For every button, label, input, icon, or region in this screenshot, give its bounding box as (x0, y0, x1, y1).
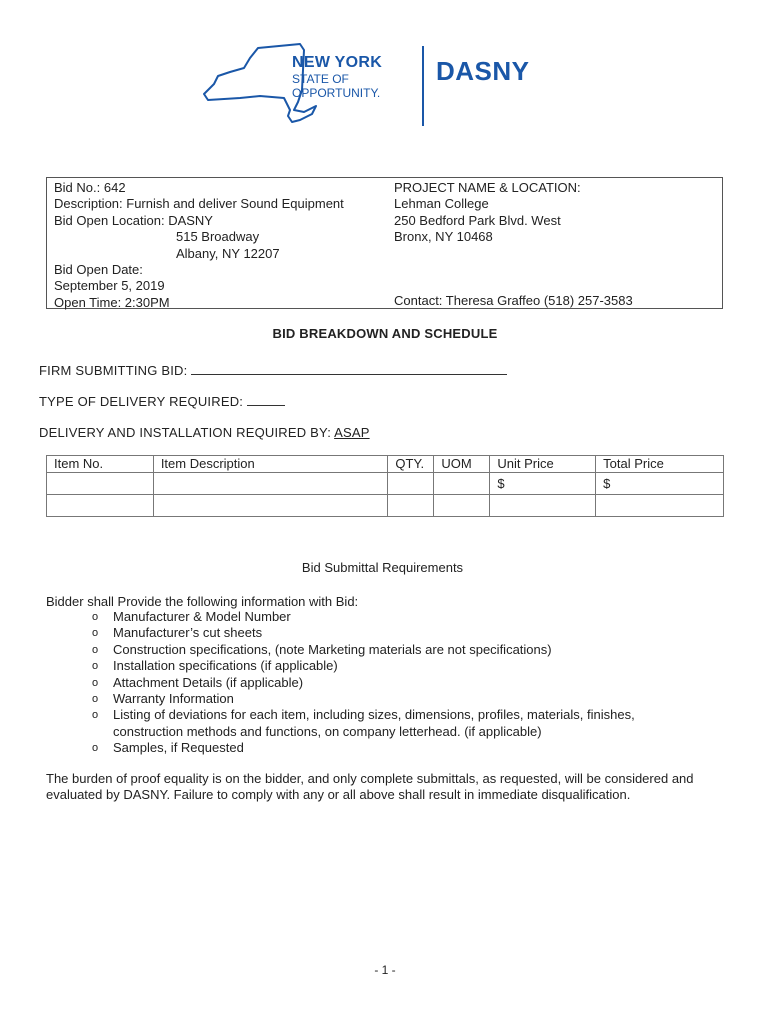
bid-address-line2: Albany, NY 12207 (176, 245, 280, 261)
table-cell[interactable] (490, 495, 596, 517)
table-cell[interactable] (434, 473, 490, 495)
col-total-price: Total Price (596, 456, 724, 473)
bid-address-line1: 515 Broadway (176, 229, 260, 245)
table-cell[interactable] (596, 495, 724, 517)
delivery-by-field (39, 425, 370, 440)
col-qty: QTY. (388, 456, 434, 473)
table-cell[interactable]: $ (596, 473, 724, 495)
col-unit-price: Unit Price (490, 456, 596, 473)
table-cell[interactable] (153, 473, 388, 495)
list-item: o Samples, if Requested (92, 740, 244, 756)
firm-label: FIRM SUBMITTING BID: (39, 363, 188, 378)
items-table (46, 455, 724, 517)
project-details (394, 180, 581, 246)
bid-open-date: September 5, 2019 (54, 278, 165, 294)
firm-field (39, 362, 507, 378)
logo-divider (422, 46, 424, 126)
table-row (47, 495, 724, 517)
delivery-by-value: ASAP (334, 425, 370, 440)
bid-details (54, 180, 344, 311)
requirements-list (92, 609, 692, 757)
bullet-icon: o (92, 643, 99, 656)
table-cell[interactable] (388, 473, 434, 495)
bullet-icon: o (92, 693, 99, 706)
list-item: o Warranty Information (92, 691, 234, 707)
bullet-icon: o (92, 676, 99, 689)
bullet-icon: o (92, 611, 99, 623)
bullet-icon: o (92, 627, 99, 640)
page-number: - 1 - (374, 963, 396, 977)
table-cell[interactable] (47, 495, 154, 517)
list-item: o Installation specifications (if applicable) (92, 658, 338, 674)
table-cell[interactable]: $ (490, 473, 596, 495)
ny-logo-sub2: OPPORTUNITY. (292, 86, 381, 100)
burden-of-proof-text: The burden of proof equality is on the bidder, and only complete submittals, as requested, will be considered and evaluated by DASNY. Failure to comply with any or all above shall result in immediate disqualification. (46, 771, 694, 803)
col-uom: UOM (434, 456, 490, 473)
section-title: BID BREAKDOWN AND SCHEDULE (272, 326, 498, 341)
bid-open-location: Bid Open Location: DASNY (54, 212, 213, 228)
bid-open-time: Open Time: 2:30PM (54, 294, 170, 310)
project-name: Lehman College (394, 196, 489, 212)
table-cell[interactable] (434, 495, 490, 517)
ny-logo-text (292, 55, 382, 99)
list-item: o Construction specifications, (note Marketing materials are not specifications) (92, 641, 552, 657)
project-address-line1: 250 Bedford Park Blvd. West (394, 212, 561, 228)
delivery-type-field (39, 393, 285, 409)
delivery-type-label: TYPE OF DELIVERY REQUIRED: (39, 394, 244, 409)
bid-info-box (46, 177, 723, 309)
delivery-by-label: DELIVERY AND INSTALLATION REQUIRED BY: (39, 425, 332, 440)
bullet-icon: o (92, 709, 99, 722)
ny-logo-title: NEW YORK (292, 54, 383, 71)
list-item: o Attachment Details (if applicable) (92, 674, 304, 690)
list-item: o Manufacturer & Model Number (92, 609, 291, 624)
bullet-icon: o (92, 660, 99, 673)
table-row (47, 473, 724, 495)
requirements-title: Bid Submittal Requirements (301, 560, 464, 575)
col-item-no: Item No. (47, 456, 154, 473)
table-cell[interactable] (153, 495, 388, 517)
bid-description: Description: Furnish and deliver Sound Equipment (54, 196, 344, 212)
ny-logo-sub1: STATE OF (292, 72, 349, 86)
project-heading: PROJECT NAME & LOCATION: (394, 180, 581, 195)
list-item: o Listing of deviations for each item, including sizes, dimensions, profiles, materials, finishes, construction methods and functions, on company letterhead. (if applicable) (92, 707, 635, 739)
project-address-line2: Bronx, NY 10468 (394, 229, 493, 245)
bid-open-date-label: Bid Open Date: (54, 262, 143, 278)
dasny-logo: DASNY (436, 56, 530, 86)
project-contact: Contact: Theresa Graffeo (518) 257-3583 (394, 293, 633, 308)
bid-number: Bid No.: 642 (54, 180, 126, 195)
col-item-description: Item Description (153, 456, 388, 473)
table-header-row (47, 456, 724, 473)
bullet-icon: o (92, 742, 99, 755)
header-logo (200, 40, 570, 130)
firm-input-line[interactable] (191, 362, 507, 375)
requirements-intro: Bidder shall Provide the following information with Bid: (46, 594, 359, 609)
table-cell[interactable] (47, 473, 154, 495)
delivery-type-input-line[interactable] (247, 393, 285, 406)
table-cell[interactable] (388, 495, 434, 517)
list-item: o Manufacturer’s cut sheets (92, 625, 263, 641)
